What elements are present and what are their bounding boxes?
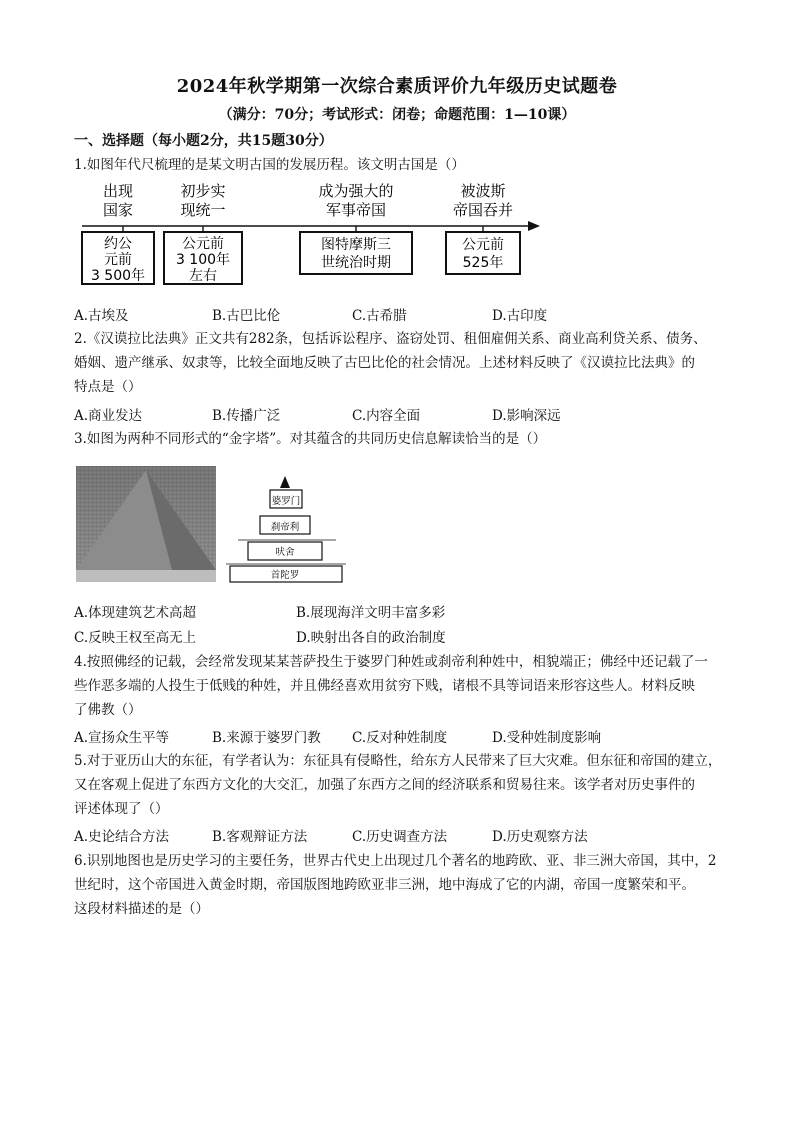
q5-option-a: A.史论结合方法: [74, 829, 170, 845]
question-3-line-1: 3.如图为两种不同形式的“金字塔”。对其蕴含的共同历史信息解读恰当的是（）: [74, 431, 547, 447]
level-1-label: 婆罗门: [271, 496, 301, 507]
q3-option-a: A.体现建筑艺术高超: [74, 605, 197, 621]
question-5-line-1: 5.对于亚历山大的东征，有学者认为：东征具有侵略性，给东方人民带来了巨大灾难。但东征和帝国的建立，: [74, 753, 722, 769]
event-4-label-b: 帝国吞并: [452, 201, 514, 219]
q3-option-b: B.展现海洋文明丰富多彩: [296, 605, 446, 621]
event-3-date-a: 图特摩斯三: [321, 237, 391, 253]
pyramid-photo: [76, 466, 216, 582]
question-2-line-2: 婚姻、遗产继承、奴隶等，比较全面地反映了古巴比伦的社会情况。上述材料反映了《汉谟拉比法典》的: [74, 355, 695, 371]
event-1-label-a: 出现: [102, 182, 134, 200]
q2-option-c: C.内容全面: [352, 408, 421, 424]
question-4-line-3: 了佛教（）: [74, 702, 142, 718]
question-5-line-3: 评述体现了（）: [74, 801, 169, 817]
section-heading: 一、选择题（每小题2分，共15题30分）: [74, 133, 333, 149]
q1-option-c: C.古希腊: [352, 308, 407, 324]
q5-option-c: C.历史调查方法: [352, 829, 448, 845]
event-3-label-a: 成为强大的: [318, 182, 394, 200]
event-2-label-b: 现统一: [180, 201, 226, 219]
question-5-line-2: 又在客观上促进了东西方文化的大交汇，加强了东西方之间的经济联系和贸易往来。该学者对历史事件的: [74, 777, 695, 793]
q4-option-c: C.反对种姓制度: [352, 730, 448, 746]
event-2-label-a: 初步实: [180, 182, 226, 200]
event-2-date-a: 公元前: [182, 236, 224, 252]
q4-option-b: B.来源于婆罗门教: [212, 730, 321, 746]
q1-option-b: B.古巴比伦: [212, 308, 281, 324]
level-2-label: 刹帝利: [270, 522, 300, 533]
event-2-date-c: 左右: [189, 268, 217, 284]
question-1-line-1: 1.如图年代尺梳理的是某文明古国的发展历程。该文明古国是（）: [74, 157, 465, 173]
question-2-line-1: 2.《汉谟拉比法典》正文共有282条，包括诉讼程序、盗窃处罚、租佃雇佣关系、商业高利贷关系、债务、: [74, 331, 707, 347]
q5-option-d: D.历史观察方法: [492, 829, 588, 845]
q1-option-a: A.古埃及: [74, 308, 129, 324]
pyramid-apex-icon: [280, 476, 290, 488]
q4-option-d: D.受种姓制度影响: [492, 730, 602, 746]
question-4-line-2: 些作恶多端的人投生于低贱的种姓，并且佛经喜欢用贫穷下贱，诸根不具等词语来形容这些人。材料反映: [74, 678, 695, 694]
question-4-line-1: 4.按照佛经的记载，会经常发现某某菩萨投生于婆罗门种姓或刹帝利种姓中，相貌端正；佛经中还记载了一: [74, 654, 708, 670]
q2-option-d: D.影响深远: [492, 408, 561, 424]
q2-option-a: A.商业发达: [74, 408, 143, 424]
event-1-label-b: 国家: [102, 201, 134, 219]
question-2-line-3: 特点是（）: [74, 379, 142, 395]
q2-option-b: B.传播广泛: [212, 408, 281, 424]
level-3-label: 吠舍: [275, 547, 295, 558]
timeline-figure: [78, 178, 548, 288]
arrow-right-icon: [528, 221, 540, 231]
q5-option-b: B.客观辩证方法: [212, 829, 308, 845]
level-4-label: 首陀罗: [270, 570, 300, 581]
caste-pyramid-diagram: [222, 474, 352, 584]
event-1-date-c: 3 500年: [90, 268, 146, 284]
event-4-label-a: 被波斯: [460, 182, 506, 200]
event-4-date-a: 公元前: [462, 237, 504, 253]
photo-ground: [76, 570, 216, 582]
q3-option-c: C.反映王权至高无上: [74, 630, 197, 646]
event-3-date-b: 世统治时期: [321, 255, 391, 271]
event-1-date-b: 元前: [104, 252, 132, 268]
question-6-line-3: 这段材料描述的是（）: [74, 901, 209, 917]
exam-title: 2024年秋学期第一次综合素质评价九年级历史试题卷: [176, 76, 618, 97]
question-6-line-1: 6.识别地图也是历史学习的主要任务，世界古代史上出现过几个著名的地跨欧、亚、非三洲大帝国，其中，2: [74, 853, 717, 869]
q4-option-a: A.宣扬众生平等: [74, 730, 170, 746]
event-4-date-b: 525年: [462, 255, 504, 271]
exam-subtitle: （满分：70分；考试形式：闭卷；命题范围：1—10课）: [218, 107, 576, 123]
q1-option-d: D.古印度: [492, 308, 548, 324]
event-2-date-b: 3 100年: [175, 252, 231, 268]
question-6-line-2: 世纪时，这个帝国进入黄金时期，帝国版图地跨欧亚非三洲，地中海成了它的内湖，帝国一度繁荣和平。: [74, 877, 695, 893]
event-1-date-a: 约公: [104, 236, 132, 252]
event-3-label-b: 军事帝国: [325, 201, 387, 219]
q3-option-d: D.映射出各自的政治制度: [296, 630, 446, 646]
